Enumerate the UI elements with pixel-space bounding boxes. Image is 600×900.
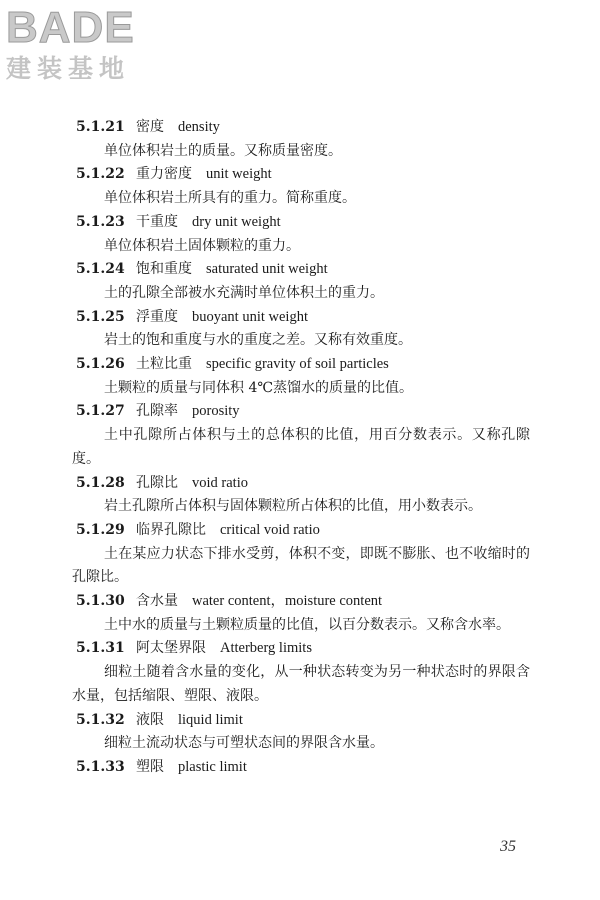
entry-term-en: plastic limit [178, 758, 247, 775]
entry-term-en: specific gravity of soil particles [206, 356, 389, 373]
glossary-entry [76, 258, 530, 305]
entry-definition: 细粒土流动状态与可塑状态间的界限含水量。 [104, 735, 384, 752]
entry-definition: 土中水的质量与土颗粒质量的比值，以百分数表示。又称含水率。 [104, 616, 510, 633]
glossary-entry [76, 756, 530, 780]
entry-definition: 单位体积岩土所具有的重力。简称重度。 [104, 190, 356, 207]
entry-term-cn: 密度 [136, 119, 164, 135]
entry-heading [76, 353, 530, 377]
entry-definition: 土中孔隙所占体积与土的总体积的比值，用百分数表示。又称孔隙度。 [72, 427, 530, 467]
glossary-entry [76, 306, 530, 353]
entry-heading [76, 400, 530, 424]
logo-letters: BADE [6, 3, 135, 52]
logo-chinese: 建装基地 [6, 54, 131, 83]
entry-term-en: density [178, 119, 220, 135]
entry-number: 5.1.32 [76, 711, 125, 728]
entry-term-cn: 饱和重度 [136, 261, 192, 278]
entry-term-cn: 液限 [136, 711, 164, 728]
glossary-entry [76, 709, 530, 756]
glossary-entry [72, 637, 530, 708]
glossary-entry [72, 519, 530, 590]
entry-term-en: critical void ratio [220, 521, 320, 538]
entry-heading [76, 637, 530, 661]
glossary-content [72, 116, 530, 780]
glossary-entry [76, 590, 530, 637]
glossary-entry [76, 211, 530, 258]
entry-heading [76, 163, 530, 187]
entry-number: 5.1.25 [76, 308, 125, 325]
glossary-entry [76, 353, 530, 400]
entry-number: 5.1.21 [76, 119, 125, 135]
entry-term-cn: 孔隙率 [136, 403, 178, 420]
entry-term-cn: 阿太堡界限 [136, 640, 206, 657]
entry-term-cn: 孔隙比 [136, 474, 178, 491]
entry-term-en: unit weight [206, 166, 272, 183]
entry-term-en: Atterberg limits [220, 640, 312, 657]
entry-definition: 土颗粒的质量与同体积 4℃蒸馏水的质量的比值。 [104, 379, 414, 396]
entry-term-en: water content，moisture content [192, 593, 383, 610]
glossary-entry [76, 116, 530, 163]
entry-definition: 单位体积岩土固体颗粒的重力。 [104, 237, 300, 254]
entry-definition: 土在某应力状态下排水受剪，体积不变，即既不膨胀、也不收缩时的孔隙比。 [72, 545, 530, 586]
glossary-entry [72, 400, 530, 471]
entry-term-cn: 干重度 [136, 213, 178, 230]
entry-term-en: dry unit weight [192, 213, 281, 230]
entry-term-cn: 重力密度 [136, 166, 192, 183]
entry-heading [76, 590, 530, 614]
entry-term-en: liquid limit [178, 711, 243, 728]
entry-term-cn: 含水量 [136, 593, 178, 610]
entry-number: 5.1.27 [76, 403, 125, 420]
entry-definition: 单位体积岩土的质量。又称质量密度。 [104, 142, 342, 159]
entry-term-cn: 临界孔隙比 [136, 521, 206, 538]
entry-number: 5.1.33 [76, 758, 125, 775]
glossary-entry [76, 472, 530, 519]
entry-term-en: buoyant unit weight [192, 308, 308, 325]
entry-heading [76, 116, 530, 140]
entry-definition: 岩土的饱和重度与水的重度之差。又称有效重度。 [104, 332, 412, 349]
entry-term-cn: 浮重度 [136, 308, 178, 325]
entry-term-cn: 塑限 [136, 758, 164, 775]
entry-number: 5.1.24 [76, 261, 125, 278]
entry-number: 5.1.22 [76, 166, 125, 183]
entry-number: 5.1.23 [76, 213, 125, 230]
entry-heading [76, 709, 530, 733]
entry-definition: 岩土孔隙所占体积与固体颗粒所占体积的比值，用小数表示。 [104, 498, 482, 515]
entry-number: 5.1.30 [76, 593, 125, 610]
glossary-entry [76, 163, 530, 210]
entry-term-en: saturated unit weight [206, 261, 328, 278]
entry-term-en: void ratio [192, 474, 248, 491]
entry-number: 5.1.28 [76, 474, 125, 491]
entry-number: 5.1.31 [76, 640, 125, 657]
entry-term-cn: 土粒比重 [136, 356, 192, 373]
entry-number: 5.1.26 [76, 356, 125, 373]
entry-term-en: porosity [192, 403, 240, 420]
entry-number: 5.1.29 [76, 521, 125, 538]
entry-heading [76, 756, 530, 780]
entry-heading [76, 472, 530, 496]
entry-heading [76, 306, 530, 330]
page-number: 35 [500, 838, 516, 855]
entry-heading [76, 211, 530, 235]
entry-definition: 细粒土随着含水量的变化，从一种状态转变为另一种状态时的界限含水量，包括缩限、塑限、液限。 [72, 664, 530, 704]
entry-definition: 土的孔隙全部被水充满时单位体积土的重力。 [104, 284, 384, 301]
entry-heading [76, 258, 530, 282]
entry-heading [76, 519, 530, 543]
bade-logo [6, 4, 176, 84]
